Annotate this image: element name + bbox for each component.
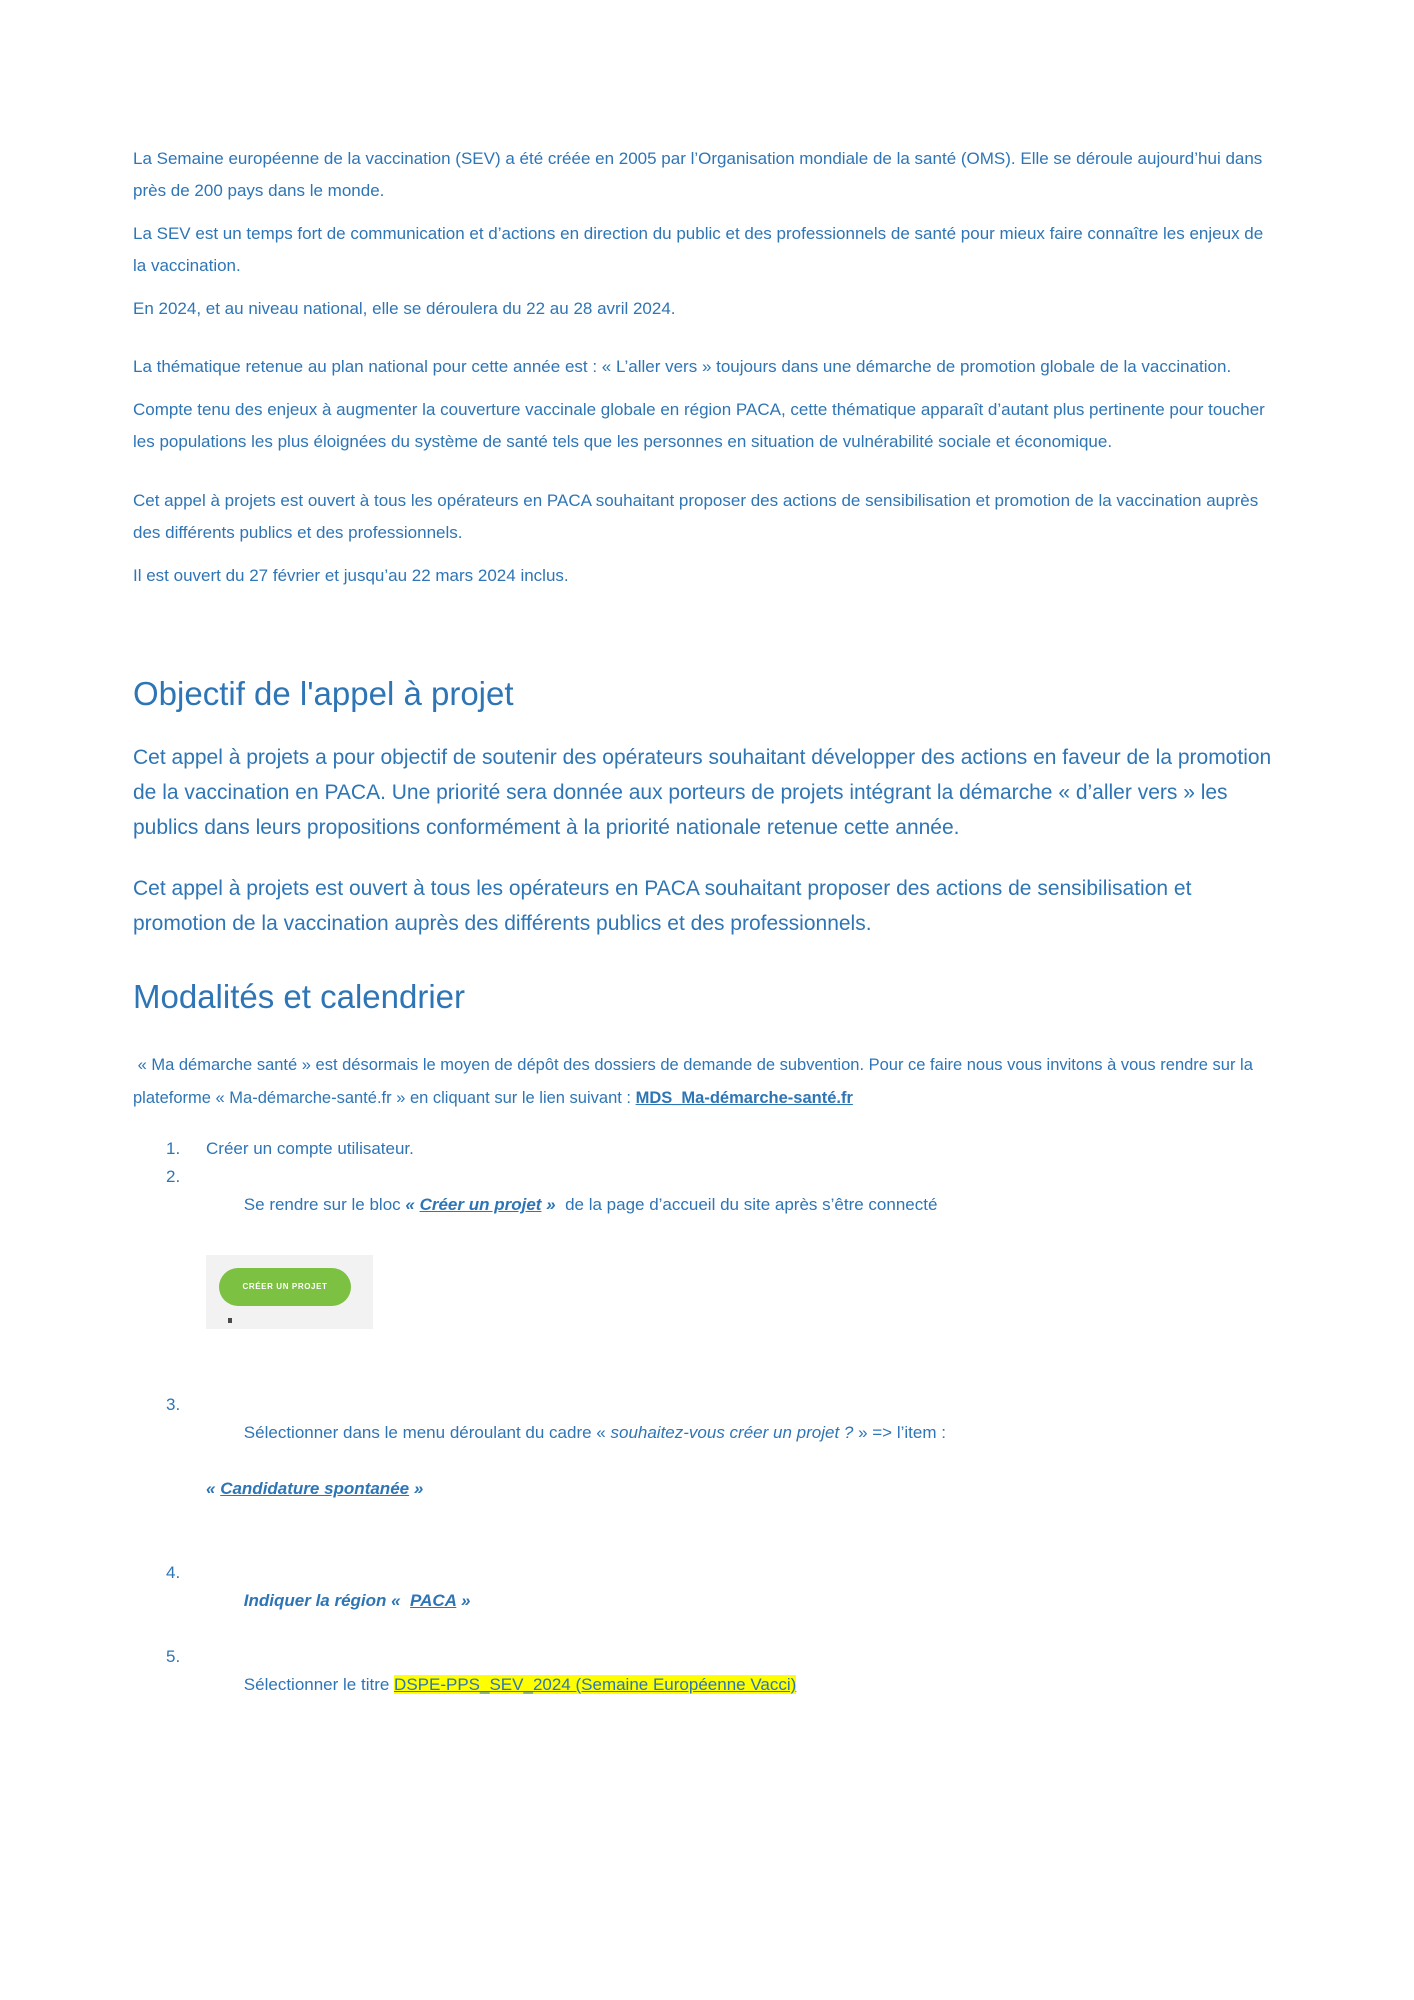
step-text: Créer un compte utilisateur. bbox=[206, 1139, 414, 1158]
step-number: 2. bbox=[166, 1167, 181, 1186]
step3-line2 bbox=[206, 1475, 946, 1503]
step-text bbox=[206, 1643, 796, 1727]
creer-un-projet-screenshot bbox=[206, 1255, 373, 1329]
mds-link[interactable]: MDS_Ma-démarche-santé.fr bbox=[635, 1089, 853, 1107]
step3-post-text: » => l’item : bbox=[853, 1423, 946, 1442]
heading-objectif: Objectif de l'appel à projet bbox=[133, 675, 514, 712]
intro-paragraph-3: En 2024, et au niveau national, elle se déroulera du 22 au 28 avril 2024. bbox=[133, 299, 676, 318]
step2-post-text: de la page d’accueil du site après s’être connecté bbox=[555, 1195, 938, 1214]
step4-pre-text: Indiquer la région « bbox=[243, 1591, 411, 1610]
intro-paragraph-7: Il est ouvert du 27 février et jusqu’au 22 mars 2024 inclus. bbox=[133, 566, 569, 585]
intro-paragraph-1: La Semaine européenne de la vaccination (SEV) a été créée en 2005 par l’Organisation mondiale de la santé (OMS). Elle se déroule aujourd’hui dans près de 200 pays dans le monde. bbox=[133, 149, 1268, 200]
step-item-4 bbox=[133, 1559, 1280, 1643]
modalites-intro-text: « Ma démarche santé » est désormais le moyen de dépôt des dossiers de demande de subvention. Pour ce faire nous vous invitons à vous rendre sur la plateforme « Ma-démarche-santé.fr » en cliquant sur le lien suivant : bbox=[133, 1056, 1258, 1107]
step-text bbox=[206, 1391, 946, 1559]
step-item-3 bbox=[133, 1391, 1280, 1559]
intro-paragraph-5: Compte tenu des enjeux à augmenter la couverture vaccinale globale en région PACA, cette thématique apparaît d’autant plus pertinente pour toucher les populations les plus éloignées du système de santé tels que les personnes en situation de vulnérabilité sociale et économique. bbox=[133, 400, 1270, 451]
modalites-intro-paragraph bbox=[133, 1049, 1280, 1115]
step-text bbox=[206, 1163, 937, 1391]
candidature-spontanee-term: Candidature spontanée bbox=[220, 1479, 410, 1498]
caret-artifact-dot bbox=[228, 1318, 232, 1323]
intro-paragraph-4: La thématique retenue au plan national pour cette année est : « L’aller vers » toujours dans une démarche de promotion globale de la vaccination. bbox=[133, 357, 1232, 376]
step2-pre-text: Se rendre sur le bloc bbox=[243, 1195, 406, 1214]
button-label: CRÉER UN PROJET bbox=[242, 1282, 328, 1291]
quote-close: » bbox=[541, 1195, 556, 1214]
step3-pre-text: Sélectionner dans le menu déroulant du cadre « bbox=[243, 1423, 611, 1442]
highlighted-title-link[interactable]: DSPE-PPS_SEV_2024 (Semaine Européenne Vacci) bbox=[394, 1675, 797, 1694]
step4-post-text: » bbox=[456, 1591, 471, 1610]
step-item-5 bbox=[133, 1643, 1280, 1727]
creer-un-projet-term: Créer un projet bbox=[419, 1195, 542, 1214]
step-number: 5. bbox=[166, 1647, 181, 1666]
steps-list bbox=[133, 1135, 1280, 1727]
intro-paragraph-2: La SEV est un temps fort de communication et d’actions en direction du public et des professionnels de santé pour mieux faire connaître les enjeux de la vaccination. bbox=[133, 224, 1268, 275]
quote-open: « bbox=[405, 1195, 420, 1214]
step-number: 4. bbox=[166, 1563, 181, 1582]
step5-pre-text: Sélectionner le titre bbox=[243, 1675, 395, 1694]
objectif-paragraph-2: Cet appel à projets est ouvert à tous les opérateurs en PACA souhaitant proposer des actions de sensibilisation et promotion de la vaccination auprès des différents publics et des professionnels. bbox=[133, 877, 1198, 935]
quote-open: « bbox=[206, 1479, 221, 1498]
objectif-paragraph-1: Cet appel à projets a pour objectif de soutenir des opérateurs souhaitant développer des actions en faveur de la promotion de la vaccination en PACA. Une priorité sera donnée aux porteurs de projets intégrant la démarche « d’aller vers » les publics dans leurs propositions conformément à la priorité nationale retenue cette année. bbox=[133, 746, 1278, 839]
step-item-2 bbox=[133, 1163, 1280, 1391]
step-text bbox=[206, 1559, 471, 1643]
step-number: 1. bbox=[166, 1139, 181, 1158]
creer-un-projet-button-image bbox=[219, 1268, 351, 1306]
step-item-1 bbox=[133, 1135, 1280, 1163]
step-number: 3. bbox=[166, 1395, 181, 1414]
step3-italic-text: souhaitez-vous créer un projet ? bbox=[610, 1423, 854, 1442]
heading-modalites: Modalités et calendrier bbox=[133, 978, 465, 1015]
paca-term: PACA bbox=[410, 1591, 457, 1610]
intro-paragraph-6: Cet appel à projets est ouvert à tous les opérateurs en PACA souhaitant proposer des actions de sensibilisation et promotion de la vaccination auprès des différents publics et des professionnels. bbox=[133, 491, 1263, 542]
quote-close: » bbox=[409, 1479, 424, 1498]
